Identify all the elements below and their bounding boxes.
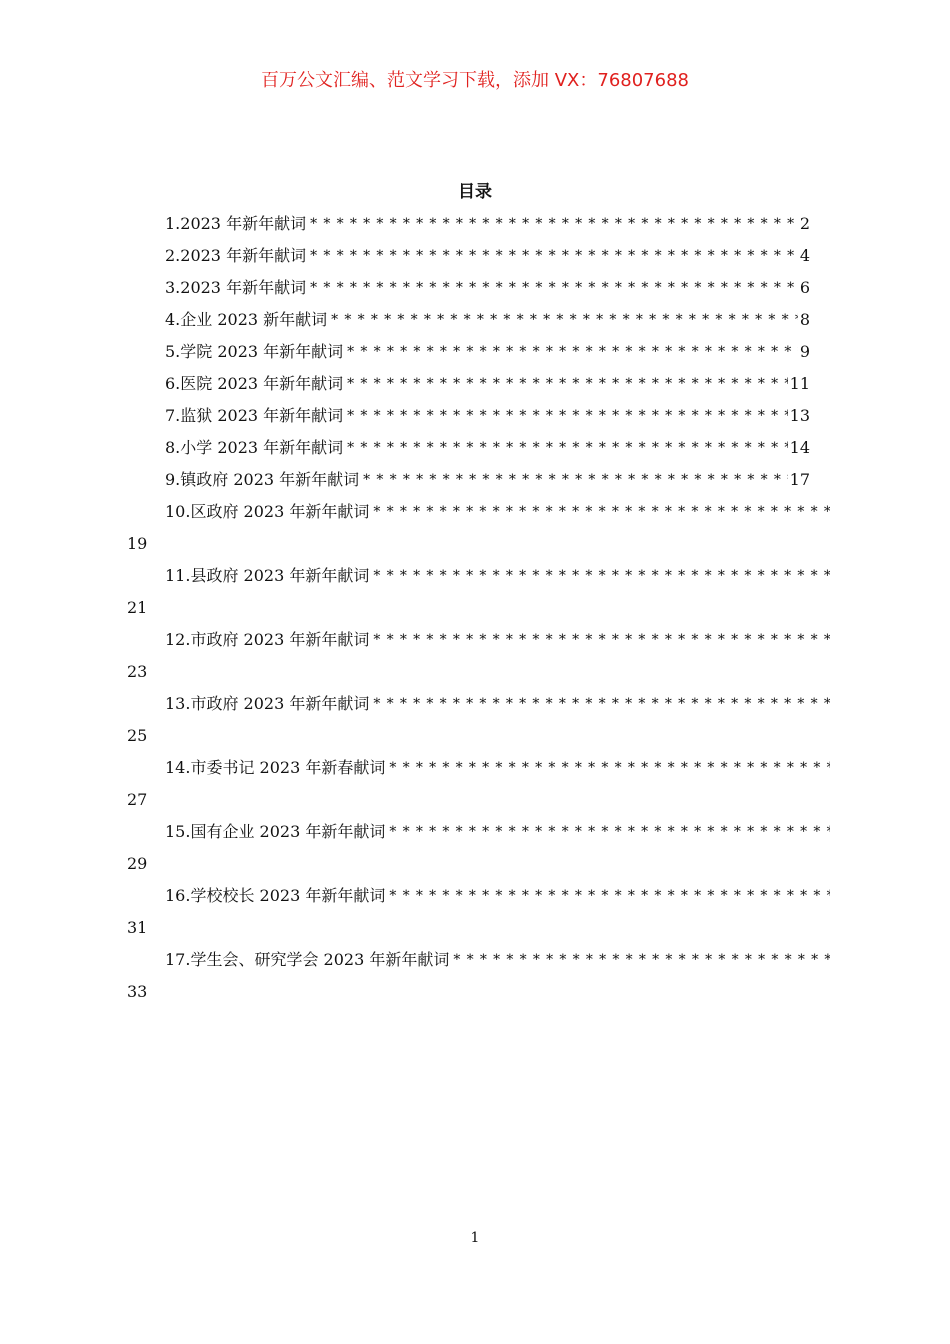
toc-entry-7[interactable] [127, 400, 810, 432]
toc-entry-label: 12.市政府 2023 年新年献词 [165, 630, 370, 649]
toc-dot-leader [385, 752, 830, 784]
toc-entry-line [127, 624, 830, 656]
toc-entry-label: 9.镇政府 2023 年新年献词 [165, 470, 360, 489]
toc-entry-line [127, 688, 830, 720]
toc-dot-leader [343, 400, 787, 432]
toc-entry-page: 21 [127, 598, 148, 617]
toc-entry-page: 25 [127, 726, 148, 745]
toc-entry-13[interactable] [127, 688, 830, 752]
toc-entry-1[interactable] [127, 208, 810, 240]
toc-entry-label: 3.2023 年新年献词 [165, 278, 307, 297]
toc-title: 目录 [458, 182, 492, 202]
toc-entry-label: 5.学院 2023 年新年献词 [165, 342, 344, 361]
toc-entry-label: 13.市政府 2023 年新年献词 [165, 694, 370, 713]
toc-dot-leader [369, 624, 830, 656]
toc-entry-5[interactable] [127, 336, 810, 368]
toc-entry-label: 14.市委书记 2023 年新春献词 [165, 758, 386, 777]
toc-entry-line [127, 816, 830, 848]
toc-entry-label: 7.监狱 2023 年新年献词 [165, 406, 344, 425]
toc-entry-line [127, 944, 830, 976]
toc-entry-line [127, 752, 830, 784]
toc-entry-page: 2 [799, 214, 810, 233]
toc-entry-8[interactable] [127, 432, 810, 464]
toc-dot-leader [343, 368, 787, 400]
toc-entry-4[interactable] [127, 304, 810, 336]
download-notice-header: 百万公文汇编、范文学习下载，添加 VX：76807688 [261, 70, 689, 91]
toc-entry-label: 10.区政府 2023 年新年献词 [165, 502, 370, 521]
toc-entry-label: 2.2023 年新年献词 [165, 246, 307, 265]
toc-entry-12[interactable] [127, 624, 830, 688]
toc-entry-label: 11.县政府 2023 年新年献词 [165, 566, 370, 585]
toc-entry-page: 29 [127, 854, 148, 873]
toc-entry-page: 31 [127, 918, 148, 937]
toc-dot-leader [449, 944, 830, 976]
toc-entry-page: 14 [789, 438, 810, 457]
toc-dot-leader [369, 560, 830, 592]
toc-dot-leader [343, 336, 798, 368]
toc-dot-leader [306, 272, 798, 304]
toc-entry-page: 17 [789, 470, 810, 489]
toc-entry-label: 17.学生会、研究学会 2023 年新年献词 [165, 950, 450, 969]
toc-entry-line [127, 560, 830, 592]
toc-entry-page: 13 [789, 406, 810, 425]
toc-entry-label: 1.2023 年新年献词 [165, 214, 307, 233]
toc-entry-page: 6 [799, 278, 810, 297]
toc-entry-label: 4.企业 2023 新年献词 [165, 310, 328, 329]
toc-dot-leader [359, 464, 787, 496]
toc-entry-label: 6.医院 2023 年新年献词 [165, 374, 344, 393]
toc-entry-16[interactable] [127, 880, 830, 944]
toc-entry-page: 11 [789, 374, 810, 393]
toc-entry-page: 9 [799, 342, 810, 361]
toc-entry-label: 15.国有企业 2023 年新年献词 [165, 822, 386, 841]
toc-entry-3[interactable] [127, 272, 810, 304]
toc-entry-line [127, 880, 830, 912]
toc-entry-page: 19 [127, 534, 148, 553]
toc-entry-page: 33 [127, 982, 148, 1001]
toc-dot-leader [306, 240, 798, 272]
toc-dot-leader [369, 688, 830, 720]
toc-dot-leader [369, 496, 830, 528]
toc-dot-leader [385, 880, 830, 912]
toc-entry-15[interactable] [127, 816, 830, 880]
toc-entry-label: 16.学校校长 2023 年新年献词 [165, 886, 386, 905]
toc-entry-label: 8.小学 2023 年新年献词 [165, 438, 344, 457]
toc-dot-leader [306, 208, 798, 240]
toc-dot-leader [327, 304, 798, 336]
toc-entry-17[interactable] [127, 944, 830, 1008]
toc-entry-2[interactable] [127, 240, 810, 272]
toc-entry-line [127, 496, 830, 528]
toc-entry-page: 23 [127, 662, 148, 681]
page-number: 1 [470, 1230, 480, 1246]
toc-entry-11[interactable] [127, 560, 830, 624]
toc-entry-page: 27 [127, 790, 148, 809]
toc-entry-page: 4 [799, 246, 810, 265]
toc-entry-14[interactable] [127, 752, 830, 816]
toc-entry-9[interactable] [127, 464, 810, 496]
toc-dot-leader [343, 432, 787, 464]
toc-entry-6[interactable] [127, 368, 810, 400]
toc-entry-page: 8 [799, 310, 810, 329]
toc-entry-10[interactable] [127, 496, 830, 560]
toc-dot-leader [385, 816, 830, 848]
table-of-contents [127, 208, 830, 1008]
